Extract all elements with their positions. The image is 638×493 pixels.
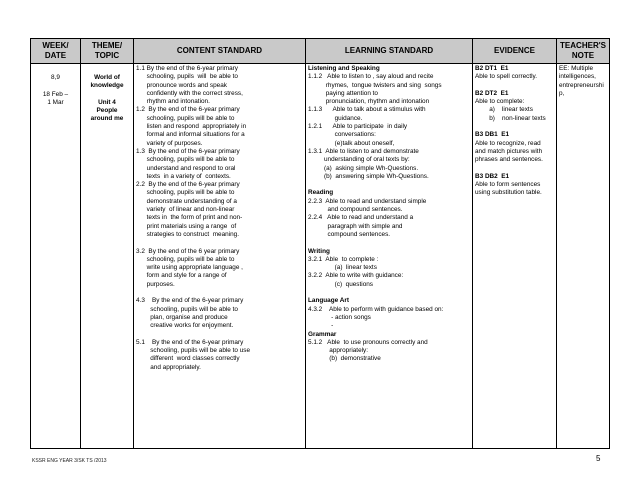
content-line: 1.2 By the end of the 6-year primary — [136, 106, 240, 114]
footer-course-code: KSSR ENG YEAR 3/SK TS /2013 — [32, 458, 107, 464]
theme-line-1: World of — [94, 74, 120, 81]
learning-line: paragraph with simple and — [308, 222, 403, 230]
content-line: texts in a variety of contexts. — [136, 172, 231, 180]
learning-line: (c) questions — [308, 280, 373, 288]
evidence-cell — [473, 64, 557, 449]
header-learning-standard: LEARNING STANDARD — [306, 39, 473, 64]
learning-standard-list — [306, 64, 472, 365]
content-line: creative works for enjoyment. — [136, 322, 234, 330]
evidence-list — [473, 64, 556, 199]
learning-line: pronunciation, rhythm and intonation — [308, 98, 430, 106]
header-week: WEEK/ — [42, 41, 69, 50]
learning-line: 1.1.3 Able to talk about a stimulus with — [308, 106, 426, 114]
learning-line: and compound sentences. — [308, 206, 403, 214]
learning-line: Grammar — [308, 330, 337, 338]
header-evidence: EVIDENCE — [473, 39, 557, 64]
learning-line: 1.2.1 Able to participate in daily — [308, 123, 408, 131]
evidence-line: B2 DT1 E1 — [475, 65, 509, 72]
learning-line: (b) demonstrative — [308, 355, 381, 363]
learning-line: 1.1.2 Able to listen to , say aloud and recite — [308, 73, 434, 81]
learning-line: (e)talk about oneself, — [308, 139, 395, 147]
content-line: purposes. — [136, 280, 175, 288]
learning-line: Language Art — [308, 297, 349, 305]
learning-line: (a) asking simple Wh-Questions. — [308, 164, 419, 172]
topic-line-2: around me — [90, 115, 124, 123]
evidence-line: Able to spell correctly. — [475, 73, 538, 81]
content-line: 3.2 By the end of the 6 year primary — [136, 247, 240, 255]
learning-line: guidance. — [308, 114, 363, 122]
content-line: demonstrate understanding of a — [136, 197, 237, 205]
content-line: different word classes correctly — [136, 355, 240, 363]
content-standard-cell — [134, 64, 306, 449]
week-number: 8,9 — [51, 74, 60, 81]
theme-line-2: knowledge — [90, 82, 124, 90]
learning-line: Writing — [308, 247, 330, 255]
header-theme: THEME/ — [91, 41, 123, 50]
learning-line: 2.2.4 Able to read and understand a — [308, 214, 414, 222]
content-line: 1.3 By the end of the 6-year primary — [136, 147, 240, 155]
page-number: 5 — [596, 454, 601, 463]
learning-line: 3.2.2 Able to write with guidance: — [308, 272, 404, 280]
learning-line: (b) answering simple Wh-Questions. — [308, 172, 429, 180]
content-line: plan, organise and produce — [136, 313, 228, 321]
content-line: 5.1 By the end of the 6-year primary — [136, 338, 244, 346]
week-cell — [31, 64, 81, 449]
evidence-line: Able to form sentences — [475, 181, 541, 189]
learning-line: conversations: — [308, 131, 376, 139]
content-line: form and style for a range of — [136, 272, 227, 280]
lesson-plan-table — [30, 38, 610, 449]
content-line — [136, 239, 303, 247]
teachers-note-cell — [557, 64, 610, 449]
teacher-line: intelligences, — [559, 73, 596, 81]
header-theme-topic — [81, 39, 134, 64]
content-line: pronounce words and speak — [136, 81, 227, 89]
content-line: 4.3 By the end of the 6-year primary — [136, 297, 244, 305]
header-note: NOTE — [571, 51, 595, 60]
header-teachers-note — [557, 39, 610, 64]
unit-label: Unit 4 — [98, 98, 116, 106]
header-teachers: TEACHER'S — [560, 41, 606, 50]
content-line: understand and respond to oral — [136, 164, 236, 172]
evidence-line: Able to complete: — [475, 98, 525, 106]
evidence-line — [475, 82, 554, 90]
teacher-line: p, — [559, 89, 565, 97]
learning-line: 2.2.3 Able to read and understand simple — [308, 197, 427, 205]
evidence-line: a) linear texts — [475, 106, 533, 114]
learning-line — [308, 181, 470, 189]
evidence-line — [475, 123, 554, 131]
content-line: and appropriately. — [136, 363, 201, 371]
learning-line: 3.2.1 Able to complete : — [308, 255, 379, 263]
content-line: strategies to construct meaning. — [136, 230, 240, 238]
evidence-line: phrases and sentences. — [475, 156, 543, 164]
evidence-line: b) non-linear texts — [475, 114, 546, 122]
evidence-line: B2 DT2 E1 — [475, 89, 509, 97]
content-standard-list — [134, 64, 305, 373]
content-line: print materials using a range of — [136, 222, 237, 230]
learning-standard-cell — [306, 64, 473, 449]
evidence-line: and match pictures with — [475, 147, 543, 155]
content-line — [136, 289, 303, 297]
content-line: texts in the form of print and non- — [136, 214, 243, 222]
topic-line-1: People — [96, 107, 118, 115]
date-start: 18 Feb – — [42, 90, 69, 98]
teachers-note-list — [557, 64, 609, 99]
content-line: schooling, pupils will be able to — [136, 255, 235, 263]
content-line: variety of purposes. — [136, 139, 203, 147]
teacher-line: EE: Multiple — [559, 65, 594, 72]
header-row — [31, 39, 610, 64]
learning-line: Listening and Speaking — [308, 65, 380, 72]
learning-line: compound sentences. — [308, 230, 391, 238]
header-date: DATE — [44, 51, 67, 60]
content-line: schooling, pupils will be able to — [136, 73, 238, 81]
content-line: formal and informal situations for a — [136, 131, 245, 139]
date-end: 1 Mar — [47, 98, 64, 106]
header-topic: TOPIC — [94, 51, 120, 60]
content-line: schooling, pupils will be able to — [136, 156, 235, 164]
teacher-line: entrepreneurshi — [559, 81, 604, 89]
learning-line: appropriately: — [308, 347, 369, 355]
header-week-date — [31, 39, 81, 64]
learning-line: 5.1.2 Able to use pronouns correctly and — [308, 338, 428, 346]
content-row — [31, 64, 610, 449]
learning-line: (a) linear texts — [308, 264, 377, 272]
content-line: confidently with the correct stress, — [136, 89, 243, 97]
evidence-line: B3 DB1 E1 — [475, 131, 510, 139]
theme-cell — [81, 64, 134, 449]
evidence-line: B3 DB2 E1 — [475, 172, 510, 180]
learning-line: rhymes, tongue twisters and sing songs — [308, 81, 442, 89]
content-line: schooling, pupils will be able to use — [136, 347, 251, 355]
learning-line — [308, 289, 470, 297]
content-line: 2.2 By the end of the 6-year primary — [136, 181, 240, 189]
learning-line: Reading — [308, 189, 334, 197]
header-content-standard: CONTENT STANDARD — [134, 39, 306, 64]
learning-line: understanding of oral texts by: — [308, 156, 410, 164]
learning-line: - action songs — [308, 313, 371, 321]
evidence-line: using substitution table. — [475, 189, 542, 197]
learning-line: - — [308, 322, 334, 330]
content-line: schooling, pupils will be able to — [136, 305, 238, 313]
content-line: schooling, pupils will be able to — [136, 114, 235, 122]
learning-line: 1.3.1 Able to listen to and demonstrate — [308, 147, 419, 155]
learning-line: paying attention to — [308, 89, 378, 97]
content-line: variety of linear and non-linear — [136, 206, 235, 214]
content-line — [136, 331, 303, 339]
learning-line: 4.3.2 Able to perform with guidance based on: — [308, 305, 444, 313]
content-line: schooling, pupils will be able to — [136, 189, 235, 197]
learning-line — [308, 239, 470, 247]
content-line: rhythm and intonation. — [136, 98, 210, 106]
content-line: 1.1 By the end of the 6-year primary — [136, 65, 238, 72]
content-line: write using appropriate language , — [136, 264, 243, 272]
evidence-line — [475, 165, 554, 173]
content-line: listen and respond appropriately in — [136, 123, 247, 131]
evidence-line: Able to recognize, read — [475, 139, 541, 147]
